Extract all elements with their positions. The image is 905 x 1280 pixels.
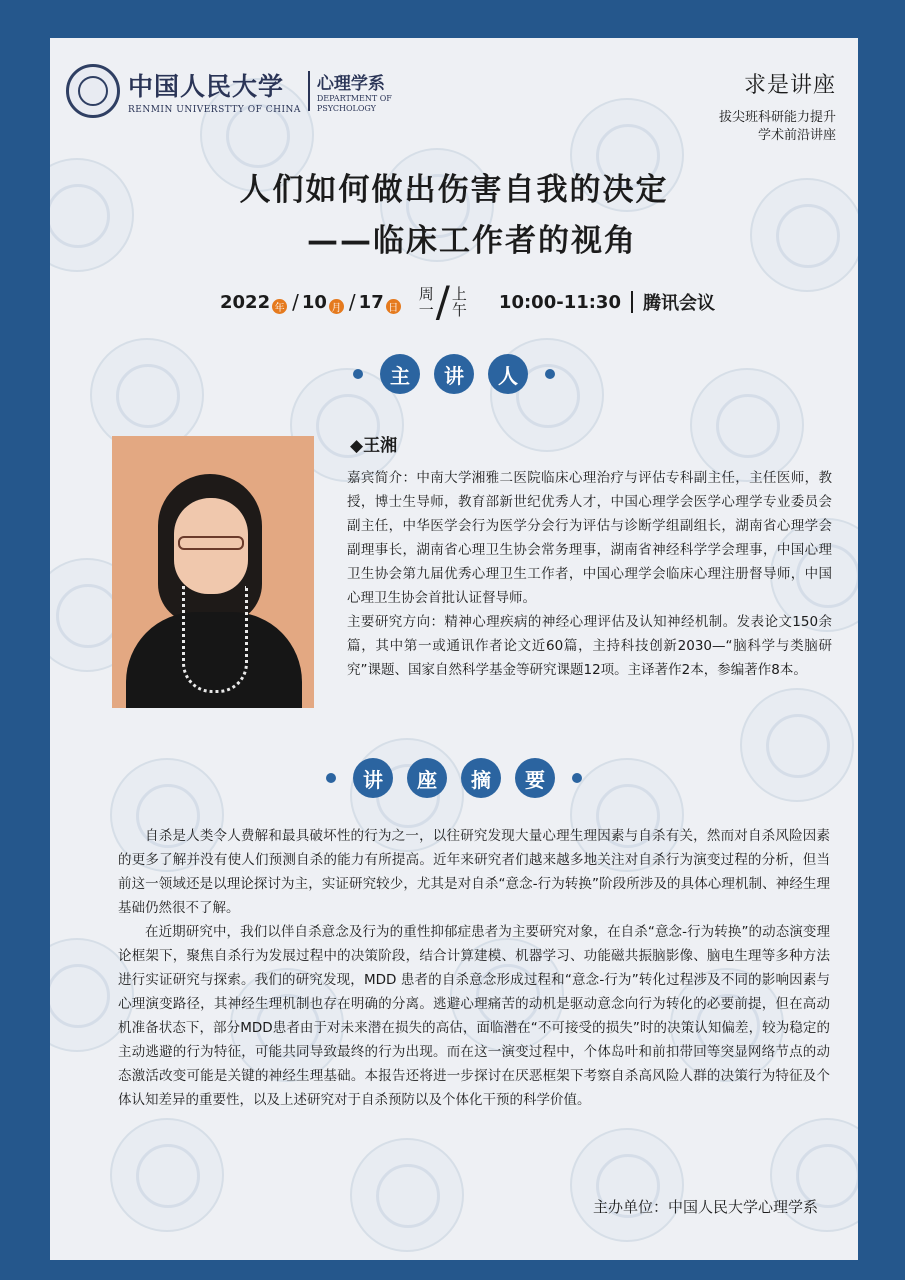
time-venue-divider	[631, 291, 633, 313]
weekday-separator: /	[435, 277, 450, 326]
series-subtitle-2: 学术前沿讲座	[757, 128, 836, 143]
date-separator: /	[348, 290, 356, 314]
host-organization: 主办单位：中国人民大学心理学系	[592, 1198, 818, 1216]
university-name-en: RENMIN UNIVERSTTY OF CHINA	[128, 105, 301, 115]
university-seal-icon	[66, 64, 120, 118]
lecture-time: 10:00-11:30	[498, 291, 621, 313]
bio-research: 主要研究方向：精神心理疾病的神经心理评估及认知神经机制。发表论文150余篇，其中第一或通讯作者论文近60篇，主持科技创新2030—“脑科学与类脑研究”课题、国家自然科学基金等研究课题12项。主译著作2本，参编著作8本。	[347, 614, 832, 678]
summary-section-heading	[50, 758, 858, 798]
poster-card	[50, 38, 858, 1260]
heading-char: 讲	[434, 354, 474, 394]
summary-paragraph-1: 自杀是人类令人费解和最具破坏性的行为之一，以往研究发现大量心理生理因素与自杀有关，然而对自杀风险因素的更多了解并没有使人们预测自杀的能力有所提高。近年来研究者们越来越多地关注对自杀行为演变过程的分析，但当前这一领域还是以理论探讨为主，实证研究较少，尤其是对自杀“意念-行为转换”阶段所涉及的具体心理机制、神经生理基础仍然很不了解。	[118, 828, 830, 916]
speaker-name: ◆王湘	[350, 436, 398, 456]
weekday: 周 一	[418, 285, 434, 319]
heading-char: 摘	[461, 758, 501, 798]
date-separator: /	[292, 290, 299, 314]
month-badge: 月	[329, 299, 344, 314]
series-title: 求是讲座	[743, 73, 836, 98]
heading-dot-right	[545, 369, 555, 379]
year-badge: 年	[272, 299, 287, 314]
date-day: 17	[358, 291, 384, 313]
logo-divider	[308, 71, 310, 111]
heading-char: 主	[380, 354, 420, 394]
bio-intro: 嘉宾简介：中南大学湘雅二医院临床心理治疗与评估专科副主任，主任医师，教授，博士生导师，教育部新世纪优秀人才，中国心理学会医学心理学专业委员会副主任，中华医学会行为医学分会行为评估与诊断学组副组长，湖南省心理学会副理事长，湖南省心理卫生协会常务理事，湖南省神经科学学会理事，中国心理卫生协会第九届优秀心理卫生工作者，中国心理学会临床心理注册督导师，中国心理卫生协会首批认证督导师。	[347, 470, 832, 606]
date-year: 2022	[220, 291, 271, 313]
department-name-en-2: PSYCHOLOGY	[316, 103, 376, 113]
heading-char: 讲	[353, 758, 393, 798]
title-line-1: 人们如何做出伤害自我的决定	[239, 172, 669, 208]
summary-paragraph-2: 在近期研究中，我们以伴自杀意念及行为的重性抑郁症患者为主要研究对象，在自杀“意念-行为转换”的动态演变理论框架下，聚焦自杀行为发展过程中的决策阶段，结合计算建模、机器学习、功能磁共振脑影像、脑电生理等多种方法进行实证研究与探索。我们的研究发现，MDD 患者的自杀意念形成过程和“意念-行为”转化过程涉及不同的影响因素与心理演变路径，其神经生理机制也存在明确的分离。逃避心理痛苦的动机是驱动意念向行为转化的必要前提，但在高动机准备状态下，部分MDD患者由于对未来潜在损失的高估，面临潜在“不可接受的损失”时的决策认知偏差，较为稳定的主动逃避的行为特征，可能共同导致最终的行为出现。而在这一演变过程中，个体岛叶和前扣带回等突显网络节点的动态激活改变可能是关键的神经生理基础。本报告还将进一步探讨在厌恶框架下考察自杀高风险人群的决策行为特征及个体认知差异的重要性，以及上述研究对于自杀预防以及个体化干预的科学价值。	[118, 924, 830, 1108]
heading-char: 人	[488, 354, 528, 394]
day-badge: 日	[386, 299, 401, 314]
heading-dot-left	[353, 369, 363, 379]
heading-char: 要	[515, 758, 555, 798]
speaker-section-heading	[50, 354, 858, 394]
heading-dot-right	[572, 773, 582, 783]
department-name-en-1: DEPARTMENT OF	[316, 93, 392, 103]
university-name-cn: 中国人民大学	[128, 72, 285, 101]
lecture-series	[719, 68, 836, 145]
title-line-2: ——临床工作者的视角	[307, 223, 637, 259]
heading-dot-left	[326, 773, 336, 783]
department-name-cn: 心理学系	[316, 73, 385, 94]
date-month: 10	[301, 291, 327, 313]
university-logo	[66, 64, 392, 118]
speaker-bio	[347, 466, 832, 682]
date-time-line	[220, 277, 715, 326]
lecture-venue: 腾讯会议	[642, 293, 715, 314]
lecture-summary	[118, 824, 830, 1112]
speaker-photo	[112, 436, 314, 708]
series-subtitle-1: 拔尖班科研能力提升	[718, 110, 836, 125]
lecture-title	[50, 164, 858, 260]
am-pm: 上 午	[451, 285, 467, 319]
heading-char: 座	[407, 758, 447, 798]
